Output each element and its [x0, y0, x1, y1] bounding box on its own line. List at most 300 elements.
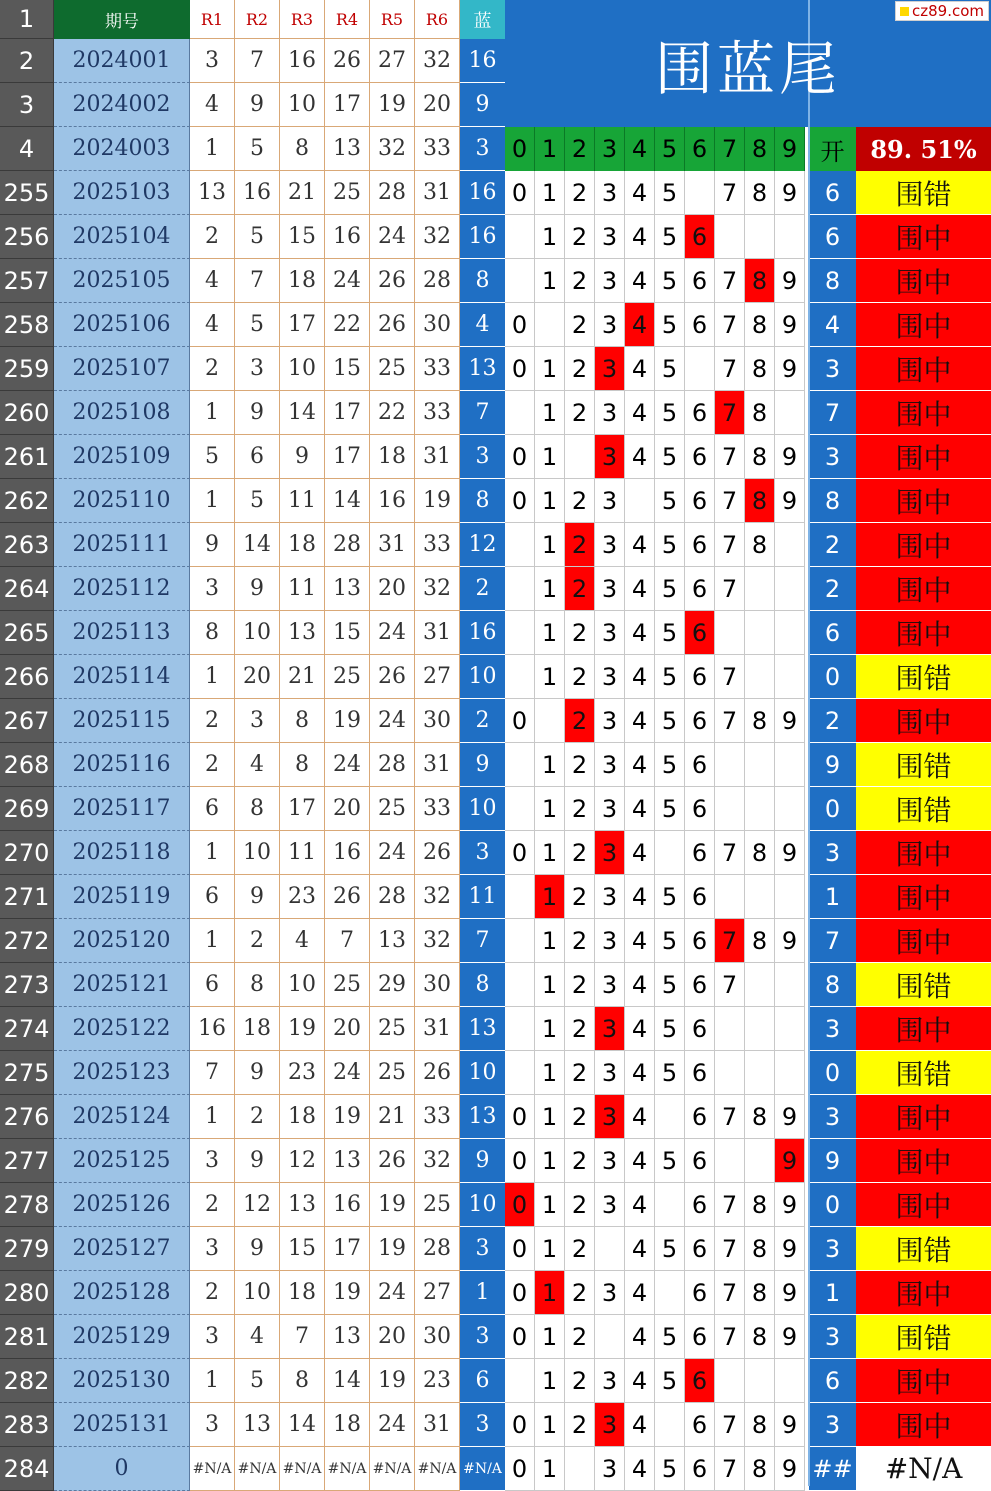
digit-cell[interactable]: 7 — [715, 655, 745, 699]
row-number[interactable]: 264 — [0, 567, 54, 611]
digit-cell[interactable]: 4 — [625, 1359, 655, 1403]
red-ball-cell[interactable]: 1 — [190, 655, 235, 699]
digit-cell[interactable]: 2 — [565, 347, 595, 391]
red-ball-cell[interactable]: 8 — [235, 787, 280, 831]
red-ball-cell[interactable]: 9 — [235, 1227, 280, 1271]
result-cell[interactable]: 围错 — [856, 1227, 991, 1271]
digit-cell[interactable]: 5 — [655, 919, 685, 963]
digit-cell[interactable]: 8 — [745, 1315, 775, 1359]
red-ball-cell[interactable]: 1 — [190, 1359, 235, 1403]
open-digit-cell[interactable]: 0 — [809, 787, 856, 831]
digit-cell[interactable] — [505, 919, 535, 963]
digit-cell[interactable]: 2 — [565, 1271, 595, 1315]
digit-cell[interactable] — [745, 875, 775, 919]
digit-cell[interactable] — [505, 743, 535, 787]
digit-cell[interactable] — [505, 1359, 535, 1403]
red-ball-cell[interactable]: 8 — [190, 611, 235, 655]
red-ball-cell[interactable]: 4 — [190, 83, 235, 127]
digit-cell[interactable]: 6 — [685, 391, 715, 435]
digit-cell[interactable]: 1 — [535, 1051, 565, 1095]
red-ball-cell[interactable]: 3 — [190, 1315, 235, 1359]
blue-ball-cell[interactable]: 10 — [460, 787, 505, 831]
digit-cell[interactable]: 9 — [775, 171, 805, 215]
digit-cell[interactable] — [685, 171, 715, 215]
digit-cell[interactable]: 5 — [655, 171, 685, 215]
open-digit-cell[interactable]: 6 — [809, 215, 856, 259]
digit-cell[interactable]: 2 — [565, 875, 595, 919]
digit-cell[interactable] — [745, 743, 775, 787]
red-ball-cell[interactable]: 7 — [190, 1051, 235, 1095]
digit-cell[interactable]: 8 — [745, 1095, 775, 1139]
row-number[interactable]: 256 — [0, 215, 54, 259]
digit-cell[interactable]: 4 — [625, 567, 655, 611]
blue-ball-cell[interactable]: 3 — [460, 1227, 505, 1271]
digit-cell[interactable]: 6 — [685, 1183, 715, 1227]
digit-cell[interactable]: 1 — [535, 743, 565, 787]
period-cell[interactable]: 2025118 — [54, 831, 190, 875]
red-ball-cell[interactable]: 9 — [190, 523, 235, 567]
row-number[interactable]: 267 — [0, 699, 54, 743]
period-cell[interactable]: 2025127 — [54, 1227, 190, 1271]
period-cell[interactable]: 2025112 — [54, 567, 190, 611]
digit-cell[interactable]: 8 — [745, 523, 775, 567]
digit-cell[interactable] — [775, 655, 805, 699]
digit-cell[interactable]: 3 — [595, 787, 625, 831]
digit-cell[interactable]: 3 — [595, 1139, 625, 1183]
digit-cell[interactable] — [715, 787, 745, 831]
red-ball-cell[interactable]: 26 — [370, 655, 415, 699]
digit-cell-hit[interactable]: 3 — [595, 435, 625, 479]
digit-cell[interactable]: 2 — [565, 479, 595, 523]
row-number[interactable]: 277 — [0, 1139, 54, 1183]
digit-cell[interactable]: 9 — [775, 259, 805, 303]
digit-cell[interactable]: 2 — [565, 787, 595, 831]
digit-cell[interactable]: 5 — [655, 875, 685, 919]
digit-cell[interactable]: 5 — [655, 435, 685, 479]
digit-cell[interactable]: 0 — [505, 1403, 535, 1447]
digit-cell[interactable] — [745, 611, 775, 655]
digit-cell[interactable]: 1 — [535, 963, 565, 1007]
digit-cell[interactable]: 5 — [655, 963, 685, 1007]
digit-cell[interactable]: 2 — [565, 1359, 595, 1403]
red-ball-cell[interactable]: 10 — [235, 831, 280, 875]
red-ball-cell[interactable]: 9 — [280, 435, 325, 479]
red-ball-cell[interactable]: 30 — [415, 699, 460, 743]
open-digit-cell[interactable]: 3 — [809, 435, 856, 479]
row-number[interactable]: 2 — [0, 39, 54, 83]
period-cell[interactable]: 2025105 — [54, 259, 190, 303]
digit-cell[interactable]: 5 — [655, 699, 685, 743]
column-header-open[interactable]: 开 — [809, 127, 856, 171]
red-ball-cell[interactable]: 11 — [280, 479, 325, 523]
digit-cell[interactable] — [775, 1007, 805, 1051]
period-cell[interactable]: 2025117 — [54, 787, 190, 831]
red-ball-cell[interactable]: 16 — [235, 171, 280, 215]
red-ball-cell[interactable]: 11 — [280, 567, 325, 611]
digit-cell[interactable]: 8 — [745, 435, 775, 479]
period-cell[interactable]: 2025123 — [54, 1051, 190, 1095]
open-digit-cell[interactable]: 3 — [809, 347, 856, 391]
red-ball-cell[interactable]: 17 — [280, 303, 325, 347]
digit-cell[interactable]: 9 — [775, 1447, 805, 1491]
red-ball-cell[interactable]: 21 — [370, 1095, 415, 1139]
digit-cell[interactable]: 1 — [535, 1183, 565, 1227]
red-ball-cell[interactable]: 24 — [370, 611, 415, 655]
row-number[interactable]: 1 — [0, 0, 54, 39]
row-number[interactable]: 282 — [0, 1359, 54, 1403]
red-ball-cell[interactable]: 3 — [190, 567, 235, 611]
open-digit-cell[interactable]: 6 — [809, 171, 856, 215]
red-ball-cell[interactable]: 30 — [415, 303, 460, 347]
red-ball-cell[interactable]: 25 — [325, 963, 370, 1007]
red-ball-cell[interactable]: 4 — [235, 1315, 280, 1359]
blue-ball-cell[interactable]: 8 — [460, 479, 505, 523]
open-digit-cell[interactable]: 9 — [809, 1139, 856, 1183]
red-ball-cell[interactable]: 5 — [235, 303, 280, 347]
digit-cell[interactable]: 6 — [685, 1447, 715, 1491]
period-cell[interactable]: 2025106 — [54, 303, 190, 347]
open-digit-cell[interactable]: 6 — [809, 611, 856, 655]
red-ball-cell[interactable]: 26 — [415, 831, 460, 875]
digit-cell[interactable]: 0 — [505, 1271, 535, 1315]
digit-cell[interactable]: 1 — [535, 1447, 565, 1491]
column-header-period[interactable]: 期号 — [54, 0, 190, 39]
digit-cell[interactable] — [745, 567, 775, 611]
digit-cell[interactable]: 5 — [655, 1359, 685, 1403]
red-ball-cell[interactable]: 24 — [370, 1271, 415, 1315]
column-header-r6[interactable]: R6 — [415, 0, 460, 39]
red-ball-cell[interactable]: 15 — [280, 1227, 325, 1271]
digit-cell[interactable] — [715, 1007, 745, 1051]
digit-cell-hit[interactable]: 8 — [745, 259, 775, 303]
blue-ball-cell[interactable]: 10 — [460, 1183, 505, 1227]
red-ball-cell[interactable]: 31 — [370, 523, 415, 567]
blue-ball-cell[interactable]: 8 — [460, 259, 505, 303]
digit-cell[interactable] — [775, 743, 805, 787]
red-ball-cell[interactable]: 24 — [325, 259, 370, 303]
red-ball-cell[interactable]: 20 — [235, 655, 280, 699]
open-digit-cell[interactable]: 3 — [809, 1227, 856, 1271]
red-ball-cell[interactable]: 19 — [325, 1271, 370, 1315]
digit-cell[interactable]: 1 — [535, 171, 565, 215]
digit-cell[interactable] — [595, 1315, 625, 1359]
digit-cell[interactable]: 3 — [595, 391, 625, 435]
row-number[interactable]: 257 — [0, 259, 54, 303]
red-ball-cell[interactable]: 9 — [235, 83, 280, 127]
digit-cell[interactable]: 1 — [535, 1139, 565, 1183]
red-ball-cell[interactable]: 33 — [415, 523, 460, 567]
digit-cell[interactable]: 6 — [685, 435, 715, 479]
blue-ball-cell[interactable]: #N/A — [460, 1447, 505, 1491]
digit-cell[interactable]: 6 — [685, 303, 715, 347]
digit-cell[interactable]: 5 — [655, 523, 685, 567]
red-ball-cell[interactable]: 21 — [280, 655, 325, 699]
red-ball-cell[interactable]: 25 — [370, 347, 415, 391]
digit-cell[interactable]: 3 — [595, 875, 625, 919]
digit-cell[interactable]: 4 — [625, 1095, 655, 1139]
digit-cell[interactable]: 0 — [505, 347, 535, 391]
digit-cell[interactable]: 1 — [535, 919, 565, 963]
digit-cell[interactable]: 4 — [625, 1403, 655, 1447]
red-ball-cell[interactable]: 9 — [235, 875, 280, 919]
red-ball-cell[interactable]: 24 — [370, 699, 415, 743]
open-digit-cell[interactable]: 0 — [809, 655, 856, 699]
period-cell[interactable]: 2025124 — [54, 1095, 190, 1139]
row-number[interactable]: 263 — [0, 523, 54, 567]
red-ball-cell[interactable]: 25 — [370, 1051, 415, 1095]
digit-cell[interactable]: 0 — [505, 1095, 535, 1139]
digit-cell[interactable] — [655, 1183, 685, 1227]
column-header-blue[interactable]: 蓝 — [460, 0, 505, 39]
red-ball-cell[interactable]: 2 — [190, 347, 235, 391]
open-digit-cell[interactable]: 3 — [809, 1095, 856, 1139]
red-ball-cell[interactable]: 31 — [415, 1007, 460, 1051]
digit-cell[interactable]: 9 — [775, 831, 805, 875]
row-number[interactable]: 273 — [0, 963, 54, 1007]
digit-cell[interactable] — [745, 1359, 775, 1403]
period-cell[interactable]: 2025111 — [54, 523, 190, 567]
digit-cell[interactable]: 1 — [535, 435, 565, 479]
red-ball-cell[interactable]: 30 — [415, 1315, 460, 1359]
digit-cell[interactable]: 6 — [685, 1271, 715, 1315]
digit-cell[interactable]: 6 — [685, 875, 715, 919]
red-ball-cell[interactable]: 9 — [235, 1051, 280, 1095]
digit-cell[interactable]: 3 — [595, 303, 625, 347]
result-cell[interactable]: 围中 — [856, 1359, 991, 1403]
digit-cell[interactable] — [655, 831, 685, 875]
red-ball-cell[interactable]: 28 — [325, 523, 370, 567]
red-ball-cell[interactable]: 23 — [280, 1051, 325, 1095]
digit-cell[interactable]: 4 — [625, 1051, 655, 1095]
digit-cell[interactable]: 2 — [565, 1315, 595, 1359]
row-number[interactable]: 262 — [0, 479, 54, 523]
digit-cell[interactable]: 1 — [535, 567, 565, 611]
blue-ball-cell[interactable]: 13 — [460, 347, 505, 391]
digit-cell[interactable]: 4 — [625, 611, 655, 655]
digit-cell[interactable] — [505, 875, 535, 919]
digit-cell[interactable]: 4 — [625, 1007, 655, 1051]
digit-cell[interactable] — [775, 875, 805, 919]
digit-cell[interactable]: 6 — [685, 743, 715, 787]
digit-cell[interactable]: 8 — [745, 347, 775, 391]
digit-cell-hit[interactable]: 6 — [685, 1359, 715, 1403]
digit-cell[interactable]: 5 — [655, 1227, 685, 1271]
red-ball-cell[interactable]: #N/A — [235, 1447, 280, 1491]
red-ball-cell[interactable]: 19 — [325, 699, 370, 743]
digit-cell[interactable]: 3 — [595, 699, 625, 743]
period-cell[interactable]: 2024001 — [54, 39, 190, 83]
digit-cell[interactable]: 8 — [745, 1447, 775, 1491]
red-ball-cell[interactable]: 10 — [280, 347, 325, 391]
red-ball-cell[interactable]: 29 — [370, 963, 415, 1007]
digit-cell[interactable]: 8 — [745, 303, 775, 347]
digit-cell[interactable]: 1 — [535, 1227, 565, 1271]
red-ball-cell[interactable]: 8 — [280, 699, 325, 743]
red-ball-cell[interactable]: 3 — [190, 39, 235, 83]
red-ball-cell[interactable]: 16 — [280, 39, 325, 83]
red-ball-cell[interactable]: 6 — [190, 875, 235, 919]
red-ball-cell[interactable]: 20 — [415, 83, 460, 127]
red-ball-cell[interactable]: 5 — [235, 1359, 280, 1403]
red-ball-cell[interactable]: 5 — [235, 479, 280, 523]
result-cell[interactable]: 围中 — [856, 479, 991, 523]
result-cell[interactable]: 围中 — [856, 1403, 991, 1447]
result-cell[interactable]: 围中 — [856, 875, 991, 919]
digit-cell[interactable]: 2 — [565, 391, 595, 435]
digit-cell[interactable] — [655, 1095, 685, 1139]
digit-cell[interactable]: 4 — [625, 259, 655, 303]
digit-cell[interactable]: 4 — [625, 1227, 655, 1271]
digit-cell[interactable]: 4 — [625, 831, 655, 875]
red-ball-cell[interactable]: 13 — [190, 171, 235, 215]
digit-cell[interactable]: 5 — [655, 303, 685, 347]
digit-cell-hit[interactable]: 9 — [775, 1139, 805, 1183]
digit-cell[interactable] — [535, 699, 565, 743]
row-number[interactable]: 268 — [0, 743, 54, 787]
result-cell[interactable]: 围错 — [856, 655, 991, 699]
result-cell[interactable]: 围中 — [856, 919, 991, 963]
digit-cell[interactable]: 1 — [535, 1403, 565, 1447]
digit-cell[interactable]: 5 — [655, 347, 685, 391]
digit-cell[interactable]: 8 — [745, 919, 775, 963]
digit-cell-hit[interactable]: 1 — [535, 875, 565, 919]
red-ball-cell[interactable]: 17 — [325, 1227, 370, 1271]
digit-cell[interactable]: 7 — [715, 699, 745, 743]
period-cell[interactable]: 2025113 — [54, 611, 190, 655]
period-cell[interactable]: 2025108 — [54, 391, 190, 435]
digit-cell[interactable] — [745, 1007, 775, 1051]
red-ball-cell[interactable]: 13 — [325, 1139, 370, 1183]
red-ball-cell[interactable]: 3 — [190, 1139, 235, 1183]
red-ball-cell[interactable]: 4 — [190, 259, 235, 303]
blue-ball-cell[interactable]: 6 — [460, 1359, 505, 1403]
open-digit-cell[interactable]: 0 — [809, 1183, 856, 1227]
row-number[interactable]: 258 — [0, 303, 54, 347]
red-ball-cell[interactable]: 1 — [190, 1095, 235, 1139]
blue-ball-cell[interactable]: 9 — [460, 1139, 505, 1183]
result-cell[interactable]: 围错 — [856, 743, 991, 787]
period-cell[interactable]: 2025109 — [54, 435, 190, 479]
digit-cell[interactable]: 1 — [535, 259, 565, 303]
red-ball-cell[interactable]: 13 — [325, 567, 370, 611]
digit-cell[interactable]: 7 — [715, 567, 745, 611]
digit-cell-hit[interactable]: 7 — [715, 919, 745, 963]
digit-cell[interactable]: 2 — [565, 1227, 595, 1271]
red-ball-cell[interactable]: 31 — [415, 611, 460, 655]
red-ball-cell[interactable]: 2 — [190, 1271, 235, 1315]
blue-ball-cell[interactable]: 16 — [460, 611, 505, 655]
digit-header-1[interactable]: 1 — [535, 127, 565, 171]
red-ball-cell[interactable]: 28 — [415, 1227, 460, 1271]
red-ball-cell[interactable]: 3 — [190, 1403, 235, 1447]
red-ball-cell[interactable]: 18 — [280, 523, 325, 567]
digit-cell[interactable]: 6 — [685, 1007, 715, 1051]
red-ball-cell[interactable]: 13 — [325, 127, 370, 171]
red-ball-cell[interactable]: 28 — [370, 171, 415, 215]
red-ball-cell[interactable]: 25 — [370, 787, 415, 831]
red-ball-cell[interactable]: 32 — [415, 919, 460, 963]
digit-cell[interactable]: 8 — [745, 831, 775, 875]
digit-cell[interactable]: 1 — [535, 655, 565, 699]
digit-cell[interactable]: 2 — [565, 611, 595, 655]
period-cell[interactable]: 2025114 — [54, 655, 190, 699]
digit-cell[interactable]: 5 — [655, 391, 685, 435]
digit-cell[interactable]: 2 — [565, 259, 595, 303]
period-cell[interactable]: 2025131 — [54, 1403, 190, 1447]
red-ball-cell[interactable]: 13 — [235, 1403, 280, 1447]
digit-cell[interactable]: 7 — [715, 963, 745, 1007]
digit-cell-hit[interactable]: 3 — [595, 1403, 625, 1447]
red-ball-cell[interactable]: #N/A — [280, 1447, 325, 1491]
digit-cell[interactable]: 8 — [745, 171, 775, 215]
red-ball-cell[interactable]: 2 — [190, 1183, 235, 1227]
digit-cell[interactable]: 3 — [595, 1183, 625, 1227]
digit-cell[interactable]: 8 — [745, 1271, 775, 1315]
digit-cell[interactable]: 9 — [775, 435, 805, 479]
digit-cell[interactable]: 4 — [625, 347, 655, 391]
blue-ball-cell[interactable]: 13 — [460, 1095, 505, 1139]
open-digit-cell[interactable]: 3 — [809, 1315, 856, 1359]
digit-cell[interactable]: 6 — [685, 259, 715, 303]
digit-cell[interactable]: 7 — [715, 1227, 745, 1271]
red-ball-cell[interactable]: 18 — [235, 1007, 280, 1051]
digit-cell[interactable] — [505, 215, 535, 259]
digit-cell[interactable]: 6 — [685, 1139, 715, 1183]
row-number[interactable]: 270 — [0, 831, 54, 875]
red-ball-cell[interactable]: 24 — [370, 215, 415, 259]
digit-cell[interactable]: 3 — [595, 1447, 625, 1491]
digit-cell[interactable] — [775, 567, 805, 611]
result-cell[interactable]: 围中 — [856, 1271, 991, 1315]
open-digit-cell[interactable]: 3 — [809, 1403, 856, 1447]
digit-cell[interactable] — [655, 1271, 685, 1315]
digit-cell[interactable]: 7 — [715, 171, 745, 215]
digit-cell[interactable]: 7 — [715, 479, 745, 523]
digit-cell[interactable]: 9 — [775, 347, 805, 391]
red-ball-cell[interactable]: 22 — [370, 391, 415, 435]
open-digit-cell[interactable]: 6 — [809, 1359, 856, 1403]
red-ball-cell[interactable]: 31 — [415, 743, 460, 787]
digit-cell[interactable]: 3 — [595, 919, 625, 963]
red-ball-cell[interactable]: 19 — [325, 1095, 370, 1139]
digit-cell[interactable]: 1 — [535, 215, 565, 259]
digit-cell[interactable]: 1 — [535, 1315, 565, 1359]
red-ball-cell[interactable]: 6 — [235, 435, 280, 479]
column-header-r5[interactable]: R5 — [370, 0, 415, 39]
digit-cell[interactable]: 6 — [685, 567, 715, 611]
digit-cell-hit[interactable]: 7 — [715, 391, 745, 435]
row-number[interactable]: 259 — [0, 347, 54, 391]
digit-cell[interactable]: 3 — [595, 567, 625, 611]
red-ball-cell[interactable]: 9 — [235, 567, 280, 611]
digit-cell[interactable]: 4 — [625, 435, 655, 479]
digit-cell[interactable]: 5 — [655, 479, 685, 523]
digit-cell[interactable] — [505, 567, 535, 611]
red-ball-cell[interactable]: 18 — [280, 1095, 325, 1139]
digit-cell[interactable]: 1 — [535, 347, 565, 391]
blue-ball-cell[interactable]: 9 — [460, 743, 505, 787]
digit-cell[interactable] — [715, 1139, 745, 1183]
digit-cell[interactable] — [745, 1139, 775, 1183]
digit-cell[interactable]: 8 — [745, 699, 775, 743]
open-digit-cell[interactable]: 2 — [809, 699, 856, 743]
digit-cell[interactable] — [775, 611, 805, 655]
digit-cell[interactable]: 6 — [685, 831, 715, 875]
red-ball-cell[interactable]: 1 — [190, 127, 235, 171]
digit-cell[interactable]: 2 — [565, 919, 595, 963]
digit-cell-hit[interactable]: 2 — [565, 699, 595, 743]
digit-cell[interactable]: 5 — [655, 611, 685, 655]
